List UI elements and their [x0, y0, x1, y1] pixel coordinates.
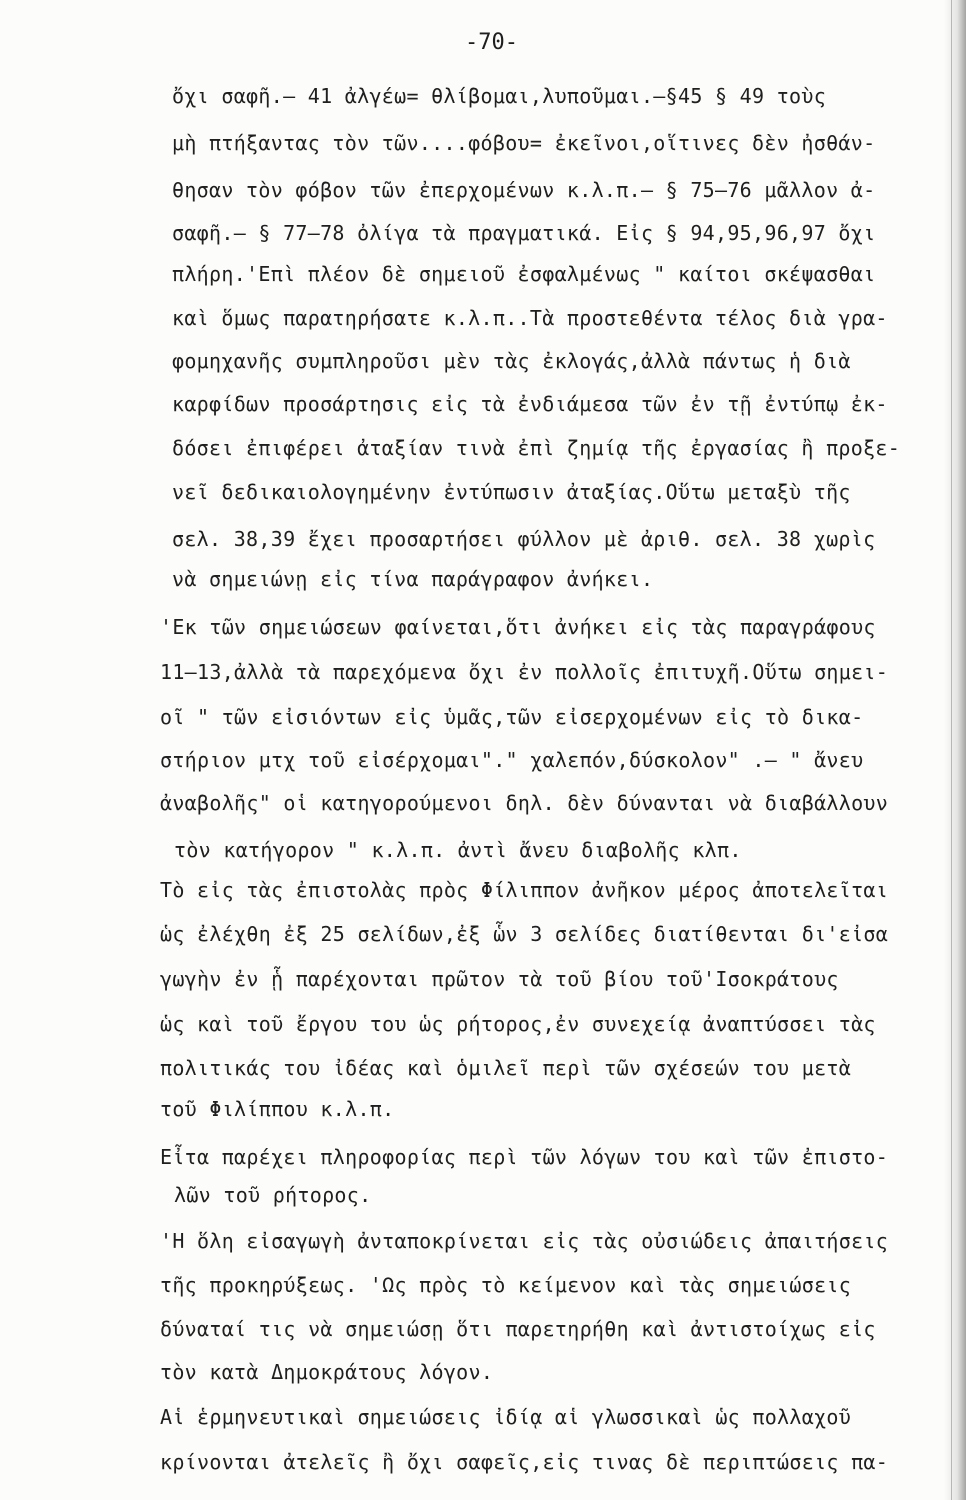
text-line: Τὸ εἰς τὰς ἐπιστολὰς πρὸς Φίλιππον ἀνῆκον μέρος ἀποτελεῖται — [160, 878, 889, 902]
page-number: -70- — [465, 30, 518, 55]
text-line: κρίνονται ἀτελεῖς ἢ ὄχι σαφεῖς,εἰς τινας δὲ περιπτώσεις πα- — [160, 1450, 889, 1474]
text-line: 'Εκ τῶν σημειώσεων φαίνεται,ὅτι ἀνήκει εἰς τὰς παραγράφους — [160, 615, 876, 639]
text-line: σελ. 38,39 ἔχει προσαρτήσει φύλλον μὲ ἀριθ. σελ. 38 χωρὶς — [172, 527, 876, 551]
text-line: δόσει ἐπιφέρει ἀταξίαν τινὰ ἐπὶ ζημίᾳ τῆς ἐργασίας ἢ προξε- — [172, 436, 901, 460]
text-line: καὶ ὅμως παρατηρήσατε κ.λ.π..Τὰ προστεθέντα τέλος διὰ γρα- — [172, 306, 888, 330]
text-line: πολιτικάς του ἰδέας καὶ ὁμιλεῖ περὶ τῶν σχέσεών του μετὰ — [160, 1056, 852, 1080]
page-edge-line — [951, 0, 952, 1500]
text-line: μὴ πτήξαντας τὸν τῶν....φόβου= ἐκεῖνοι,οἵτινες δὲν ἠσθάν- — [172, 131, 876, 155]
page-edge-shadow — [944, 0, 966, 1500]
text-line: τοῦ Φιλίππου κ.λ.π. — [160, 1097, 395, 1121]
text-line: 11–13,ἀλλὰ τὰ παρεχόμενα ὄχι ἐν πολλοῖς ἐπιτυχῆ.Οὕτω σημει- — [160, 660, 889, 684]
text-line: οῖ " τῶν εἰσιόντων εἰς ὑμᾶς,τῶν εἰσερχομένων εἰς τὸ δικα- — [160, 705, 864, 729]
text-line: καρφίδων προσάρτησις εἰς τὰ ἐνδιάμεσα τῶν ἐν τῇ ἐντύπῳ ἐκ- — [172, 392, 888, 416]
text-line: φομηχανῆς συμπληροῦσι μὲν τὰς ἐκλογάς,ἀλλὰ πάντως ἡ διὰ — [172, 349, 851, 373]
text-line: ὄχι σαφῆ.– 41 ἀλγέω= θλίβομαι,λυποῦμαι.–§45 § 49 τοὺς — [172, 84, 827, 108]
text-line: ὡς καὶ τοῦ ἔργου του ὡς ρήτορος,ἐν συνεχείᾳ ἀναπτύσσει τὰς — [160, 1012, 876, 1036]
text-line: λῶν τοῦ ρήτορος. — [174, 1183, 372, 1207]
text-line: νεῖ δεδικαιολογημένην ἐντύπωσιν ἀταξίας.Οὕτω μεταξὺ τῆς — [172, 480, 851, 504]
text-line: ἀναβολῆς" οἱ κατηγορούμενοι δηλ. δὲν δύνανται νὰ διαβάλλουν — [160, 791, 889, 815]
text-line: νὰ σημειώνῃ εἰς τίνα παράγραφον ἀνήκει. — [172, 567, 654, 591]
text-line: τῆς προκηρύξεως. 'Ως πρὸς τὸ κείμενον καὶ τὰς σημειώσεις — [160, 1273, 852, 1297]
text-line: Αἱ ἑρμηνευτικαὶ σημειώσεις ἰδίᾳ αἱ γλωσσικαὶ ὡς πολλαχοῦ — [160, 1405, 852, 1429]
text-line: ὡς ἐλέχθη ἐξ 25 σελίδων,ἐξ ὧν 3 σελίδες διατίθενται δι'εἰσα — [160, 922, 889, 946]
text-line: στήριον μτχ τοῦ εἰσέρχομαι"." χαλεπόν,δύσκολον" .– " ἄνευ — [160, 748, 864, 772]
text-line: θησαν τὸν φόβον τῶν ἐπερχομένων κ.λ.π.– § 75–76 μᾶλλον ἀ- — [172, 178, 876, 202]
text-line: σαφῆ.– § 77–78 ὀλίγα τὰ πραγματικά. Εἰς § 94,95,96,97 ὄχι — [172, 221, 876, 245]
text-line: τὸν κατήγορον " κ.λ.π. ἀντὶ ἄνευ διαβολῆς κλπ. — [174, 838, 742, 862]
text-line: γωγὴν ἐν ᾗ παρέχονται πρῶτον τὰ τοῦ βίου τοῦ'Ισοκράτους — [160, 967, 839, 991]
text-line: τὸν κατὰ Δημοκράτους λόγον. — [160, 1360, 494, 1384]
text-line: 'Η ὅλη εἰσαγωγὴ ἀνταποκρίνεται εἰς τὰς οὐσιώδεις ἀπαιτήσεις — [160, 1229, 889, 1253]
text-line: πλήρη.'Επὶ πλέον δὲ σημειοῦ ἐσφαλμένως " καίτοι σκέψασθαι — [172, 262, 876, 286]
text-line: δύναταί τις νὰ σημειώσῃ ὅτι παρετηρήθη καὶ ἀντιστοίχως εἰς — [160, 1317, 876, 1341]
text-line: Εἶτα παρέχει πληροφορίας περὶ τῶν λόγων του καὶ τῶν ἐπιστο- — [160, 1145, 889, 1169]
